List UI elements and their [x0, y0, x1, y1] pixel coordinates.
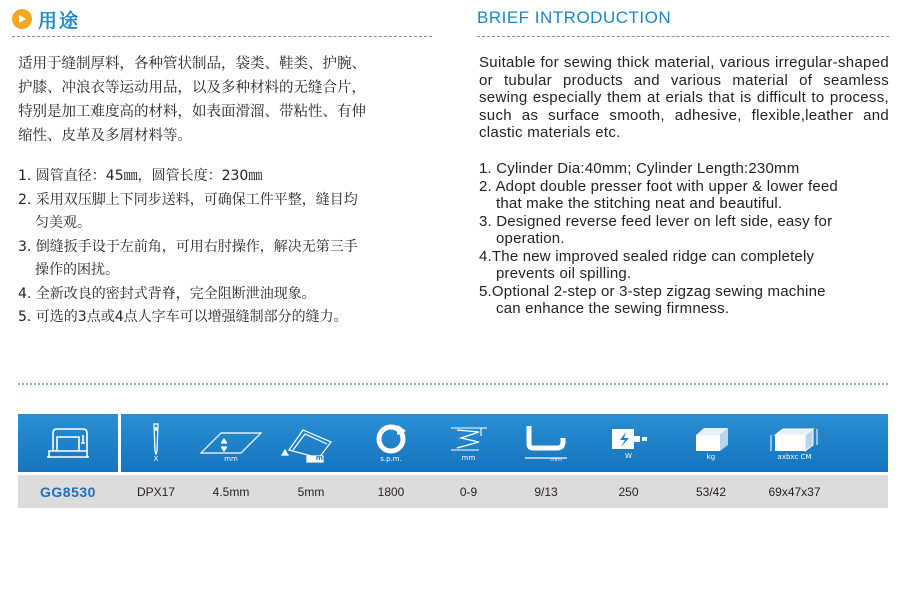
cn-feature-list — [18, 165, 438, 330]
power-value: 250 — [618, 484, 639, 499]
spec-unit-label: kg — [706, 453, 716, 461]
en-feature-item: that make the stitching neat and beautiful. — [496, 195, 783, 212]
cn-feature-item: 4. 全新改良的密封式背脊，完全阻断泄油现象。 — [18, 285, 316, 302]
spec-icon-row — [18, 414, 888, 472]
weight-value: 53/42 — [695, 484, 727, 499]
model-number: GG8530 — [40, 483, 96, 500]
cn-feature-item: 操作的困扰。 — [35, 262, 119, 278]
arm-space-icon — [506, 414, 586, 472]
package-size-value: 69x47x37 — [768, 484, 821, 499]
en-feature-item: 3. Designed reverse feed lever on left side, easy for — [479, 212, 833, 230]
spec-unit-label: W — [625, 452, 632, 460]
cn-feature-item: 2. 采用双压脚上下同步送料，可确保工件平整，缝目均 — [18, 191, 358, 208]
en-intro: Suitable for sewing thick material, various irregular-shaped or tubular products and various material of seamless sewing especially them at erials that is difficult to process, such as surface smooth, adhesive, flexible,leather and clastic materials etc. — [479, 54, 889, 141]
foot-lift-value: 5mm — [297, 484, 325, 499]
title-en: BRIEF INTRODUCTION — [477, 8, 672, 27]
en-feature-list — [479, 160, 891, 318]
arm-space-value: 9/13 — [534, 484, 558, 499]
cn-feature-item: 匀美观。 — [35, 215, 91, 231]
en-feature-item: operation. — [496, 230, 565, 247]
en-feature-item: 5.Optional 2-step or 3-step zigzag sewing machine — [479, 282, 826, 300]
speed-value: 1800 — [377, 484, 405, 499]
cn-intro — [18, 52, 428, 148]
cn-feature-item: 1. 圆管直径：45㎜，圆管长度：230㎜ — [18, 168, 263, 184]
spec-unit-label: mm — [315, 454, 331, 462]
cn-feature-item: 5. 可选的3点或4点人字车可以增强缝制部分的缝力。 — [18, 309, 348, 325]
zigzag-width-icon — [431, 414, 506, 472]
needle-icon — [121, 414, 191, 472]
speed-icon — [351, 414, 431, 472]
spec-unit-label: s.p.m. — [380, 455, 402, 463]
stitch-length-icon — [191, 414, 271, 472]
table-row — [18, 475, 888, 508]
section-header-cn — [12, 6, 80, 32]
sewing-machine-icon — [18, 414, 118, 472]
spec-unit-label: mm — [550, 455, 562, 463]
header-rule-right — [477, 36, 889, 37]
cn-intro-line: 适用于缝制厚料，各种管状制品，袋类、鞋类、护腕、 — [18, 56, 366, 72]
section-divider — [18, 383, 888, 385]
presser-foot-lift-icon — [271, 414, 351, 472]
spec-unit-label: X — [153, 455, 159, 463]
stitch-length-value: 4.5mm — [212, 484, 250, 499]
spec-unit-label: mm — [224, 455, 238, 463]
play-circle-icon — [12, 9, 32, 29]
needle-value: DPX17 — [136, 484, 176, 499]
zigzag-value: 0-9 — [459, 484, 478, 499]
en-feature-item: prevents oil spilling. — [496, 265, 632, 282]
cn-intro-line: 护膝、冲浪衣等运动用品，以及多种材料的无缝合片， — [18, 80, 366, 96]
header-rule-left — [12, 36, 432, 37]
motor-power-icon — [586, 414, 671, 472]
en-feature-item: 4.The new improved sealed ridge can completely — [479, 247, 815, 265]
en-feature-item: can enhance the sewing firmness. — [496, 300, 730, 317]
package-size-icon — [751, 414, 838, 472]
spec-unit-label: mm — [461, 454, 476, 462]
spec-table — [18, 414, 888, 510]
title-cn: 用途 — [38, 9, 81, 32]
en-feature-item: 2. Adopt double presser foot with upper & lower feed — [479, 177, 838, 195]
cn-intro-line: 缩性、皮革及多屑材料等。 — [18, 128, 192, 144]
en-feature-item: 1. Cylinder Dia:40mm; Cylinder Length:230mm — [479, 160, 800, 177]
weight-box-icon — [671, 414, 751, 472]
cn-feature-item: 3. 倒缝扳手设于左前角，可用右肘操作，解决无第三手 — [18, 238, 358, 255]
cn-intro-line: 特别是加工难度高的材料，如表面滑溜、带粘性、有伸 — [18, 104, 366, 120]
spec-unit-label: axbxc CM — [777, 453, 812, 461]
